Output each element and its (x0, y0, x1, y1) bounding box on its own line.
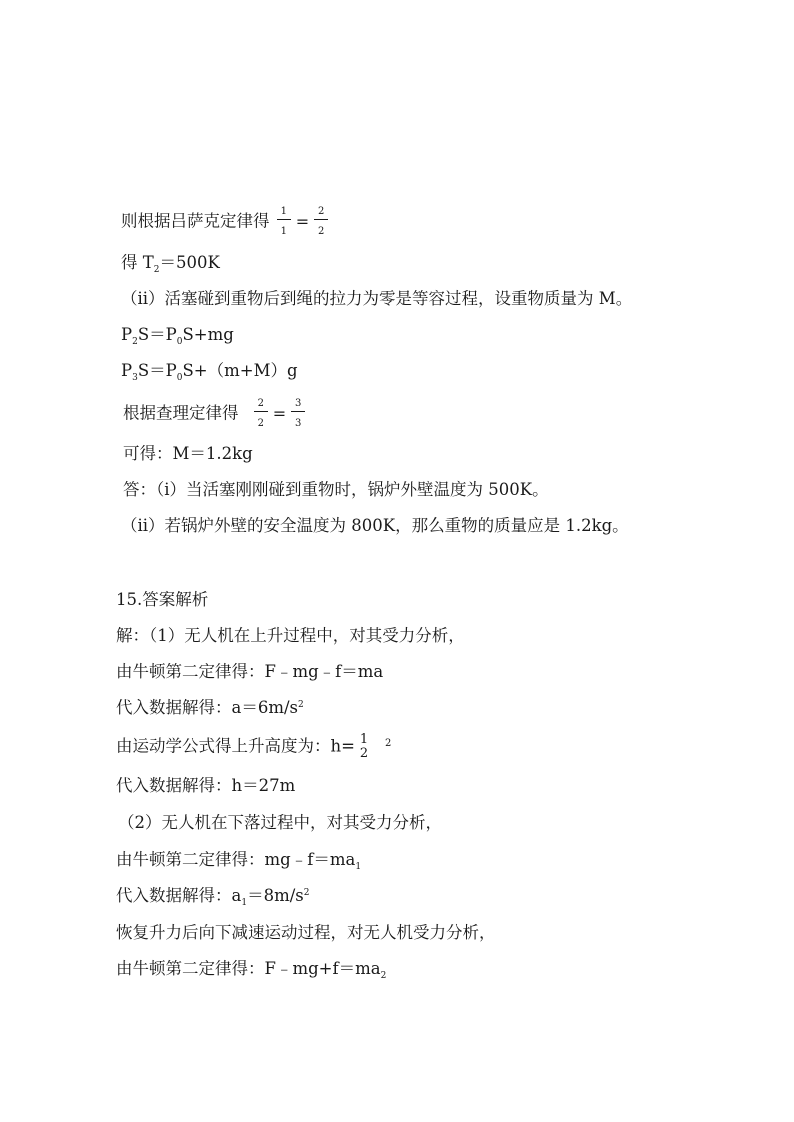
fraction (254, 398, 268, 430)
fraction-denominator: 2 (257, 418, 264, 429)
equals-sign: = (295, 212, 310, 231)
line-text: P (121, 361, 133, 380)
answer-ii-line (121, 516, 629, 536)
line-text: 代入数据解得：a＝6m/s (116, 698, 299, 717)
line-text: S＝P (137, 361, 177, 380)
fraction-denominator: 1 (280, 226, 287, 237)
equation-p2-line (121, 325, 234, 348)
fraction (291, 398, 305, 430)
subscript: 1 (241, 898, 248, 908)
answer-i-line (123, 480, 549, 500)
line-text: ＝8m/s (247, 886, 304, 905)
solution-part1-intro (116, 626, 465, 646)
newton-law-decel-line (116, 959, 386, 982)
line-text: 由牛顿第二定律得：F﹣mg+f＝ma (116, 959, 381, 978)
fraction-numerator: 3 (291, 398, 305, 412)
superscript: 2 (384, 737, 392, 749)
acceleration-up-line (116, 698, 304, 721)
acceleration-down-line (116, 886, 309, 909)
kinematics-height-line (116, 734, 391, 760)
line-text: 答：（i）当活塞刚刚碰到重物时，锅炉外壁温度为 500K。 (123, 480, 549, 499)
line-text: 根据查理定律得 (123, 403, 239, 423)
solution-part2-intro (118, 813, 442, 833)
line-text: （ii）活塞碰到重物后到绳的拉力为零是等容过程，设重物质量为 M。 (121, 289, 633, 308)
subscript: 2 (380, 971, 387, 981)
line-text: 由牛顿第二定律得：F﹣mg﹣f＝ma (116, 662, 384, 681)
result-t2-line (121, 253, 220, 276)
line-text: 恢复升力后向下减速运动过程，对无人机受力分析， (116, 923, 496, 942)
fraction-denominator: 2 (317, 226, 325, 237)
newton-law-up-line (116, 662, 383, 682)
line-text: 得 T (121, 253, 154, 272)
charles-law-line (121, 206, 330, 238)
line-text: （ii）若锅炉外壁的安全温度为 800K，那么重物的质量应是 1.2kg。 (121, 516, 629, 535)
line-text: 代入数据解得：a (116, 886, 242, 905)
equation-p3-line (121, 361, 298, 384)
line-text: 由牛顿第二定律得：mg﹣f＝ma (116, 850, 356, 869)
subscript: 0 (176, 373, 183, 383)
height-result-line (116, 776, 295, 796)
line-text: 15.答案解析 (116, 590, 209, 609)
fraction-denominator: 3 (294, 418, 302, 429)
deceleration-intro-line (116, 923, 496, 943)
fraction-denominator: 2 (359, 746, 369, 761)
line-text: 则根据吕萨克定律得 (121, 211, 270, 231)
line-text: 可得：M＝1.2kg (123, 444, 253, 463)
line-text: S＝P (137, 325, 177, 344)
line-text: 代入数据解得：h＝27m (116, 776, 296, 795)
subscript: 0 (176, 337, 183, 347)
charles-law-line-2 (123, 398, 307, 430)
subscript: 2 (132, 337, 138, 347)
fraction-numerator: 1 (277, 206, 291, 220)
subscript: 3 (132, 373, 138, 383)
newton-law-down-line (116, 850, 361, 873)
part-ii-intro-line (121, 289, 632, 309)
subscript: 2 (153, 265, 160, 275)
line-text: P (121, 325, 133, 344)
fraction-numerator: 2 (314, 206, 328, 220)
line-text: （2）无人机在下落过程中，对其受力分析， (118, 813, 442, 832)
fraction-numerator: 2 (254, 398, 268, 412)
line-text: S+（m+M）g (182, 361, 298, 380)
result-m-line (123, 444, 253, 464)
fraction (277, 206, 291, 238)
line-text: ＝500K (159, 253, 220, 272)
line-text: 由运动学公式得上升高度为：h= (116, 736, 355, 756)
line-text: S+mg (182, 325, 234, 344)
superscript: 2 (298, 700, 304, 710)
section-heading (116, 590, 208, 610)
line-text: 解：（1）无人机在上升过程中，对其受力分析， (116, 626, 465, 645)
fraction-numerator: 1 (359, 732, 369, 747)
subscript: 1 (355, 862, 362, 872)
fraction (357, 734, 371, 760)
superscript: 2 (303, 888, 310, 898)
fraction (314, 206, 328, 238)
equals-sign: = (272, 404, 287, 423)
